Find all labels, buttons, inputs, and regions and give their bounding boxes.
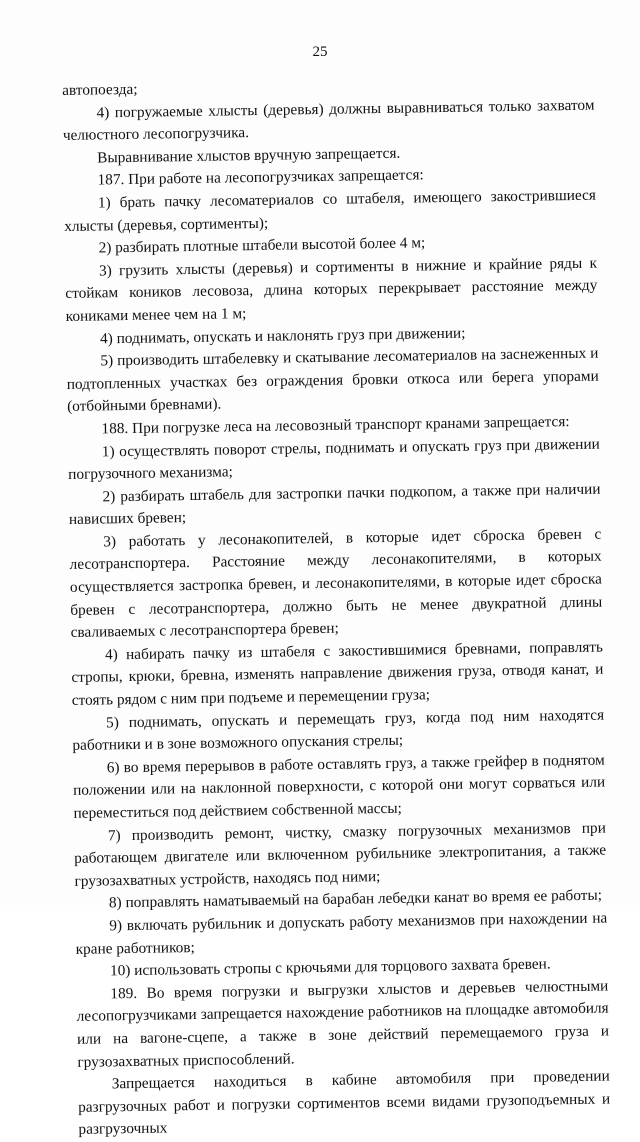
paragraph: 3) работать у лесонакопителей, в которые идет сброска бревен с лесотранспортера. Расстояние между лесонакопителями, в которых осуществляется застропка бревен, и лесонакопителями, в которые идет сброска бревен с лесотранспортера, должно быть не менее двукратной длины сваливаемых с лесотранспортера бревен; (69, 525, 603, 642)
paragraph: 4) набирать пачку из штабеля с закостившимися бревнами, поправлять стропы, крюки, бревна, изменять направление движения груза, отводя канат, и стоять рядом с ним при подъеме и перемещении груза; (71, 638, 604, 709)
paragraph: 1) брать пачку лесоматериалов со штабеля, имеющего закострившиеся хлысты (деревья, сортименты); (64, 186, 597, 235)
paragraph: 5) поднимать, опускать и перемещать груз, когда под ним находятся работники и в зоне возможного опускания стрелы; (72, 706, 605, 755)
paragraph: автопоезда; (62, 80, 138, 99)
paragraph: Запрещается находиться в кабине автомобиля при проведении разгрузочных работ и погрузки сортиментов всеми видами грузоподъемных и разгрузочных (78, 1067, 611, 1139)
paragraph: 1) осуществлять поворот стрелы, поднимать и опускать груз при движении погрузочного механизма; (68, 435, 600, 484)
paragraph: 3) грузить хлысты (деревья) и сортименты в нижние и крайние ряды к стойкам коников лесовоза, длина которых перекрывает расстояние между кониками менее чем на 1 м; (65, 254, 598, 325)
paragraph: 5) производить штабелевку и скатывание лесоматериалов на заснеженных и подтопленных участках без ограждения бровки откоса или берега упорами (отбойными бревнами). (66, 344, 599, 416)
paragraph: Выравнивание хлыстов вручную запрещается. (97, 144, 401, 167)
paragraph: 4) погружаемые хлысты (деревья) должны выравниваться только захватом челюстного лесопогрузчика. (62, 96, 595, 145)
paragraph: 8) поправлять наматываемый на барабан лебедки канат во время ее работы; (108, 886, 603, 912)
page-number: 25 (312, 44, 328, 60)
paragraph: 188. При погрузке леса на лесовозный транспорт кранами запрещается: (101, 412, 570, 438)
paragraph: 2) разбирать плотные штабели высотой более 4 м; (98, 234, 426, 257)
document-body (62, 72, 611, 1142)
paragraph: 189. Во время погрузки и выгрузки хлыстов и деревьев челюстными лесопогрузчиками запрещается нахождение работников на площадке автомобиля или на вагоне-сцепе, а также в зоне действий перемещаемого груза и грузозахватных приспособлений. (76, 977, 610, 1071)
paragraph: 2) разбирать штабель для застропки пачки подкопом, а также при наличии нависших бревен; (68, 480, 601, 529)
paragraph: 7) производить ремонт, чистку, смазку погрузочных механизмов при работающем двигателе или включенном рубильнике электропитания, а также грузозахватных устройств, находясь под ними; (74, 819, 607, 890)
paragraph: 187. При работе на лесопогрузчиках запрещается: (97, 166, 424, 189)
paragraph: 6) во время перерывов в работе оставлять груз, а также грейфер в поднятом положении или на наклонной поверхности, с которой они могут сорваться или переместиться под действием собственной массы; (73, 751, 606, 822)
paragraph: 4) поднимать, опускать и наклонять груз при движении; (99, 324, 466, 347)
paragraph: 9) включать рубильник и допускать работу механизмов при нахождении на кране работников; (75, 909, 608, 958)
paragraph: 10) использовать стропы с крючьями для торцового захвата бревен. (109, 955, 551, 980)
